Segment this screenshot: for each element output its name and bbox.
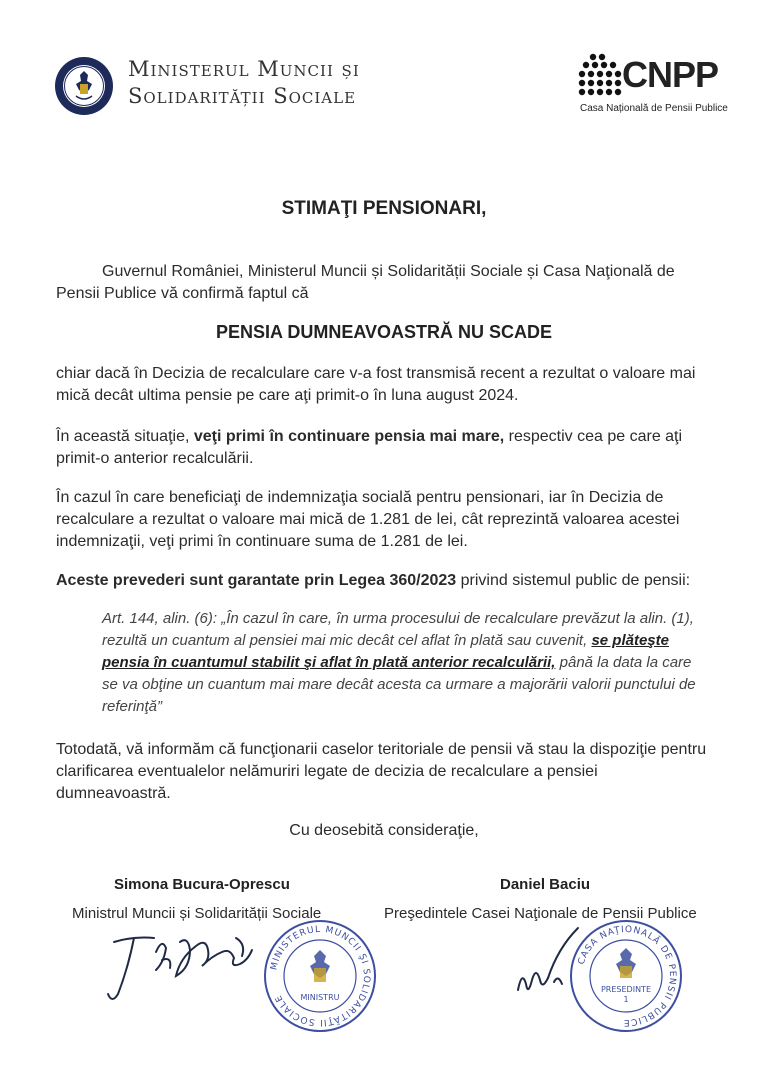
headline: PENSIA DUMNEAVOASTRĂ NU SCADE (215, 322, 553, 342)
para3-start: În această situaţie, (56, 428, 194, 445)
stamp-cnpp-icon (568, 918, 684, 1034)
paragraph-higher-pension (56, 426, 716, 470)
para3-bold: veţi primi în continuare pensia mai mare, (193, 428, 505, 445)
salutation: STIMAŢI PENSIONARI, (281, 198, 487, 219)
paragraph-recalculation: chiar dacă în Decizia de recalculare care v-a fost transmisă recent a rezultat o valoare mai mică decât ultima pensie pe care aţi primit-o în luna august 2024. (56, 365, 696, 404)
svg-text:MINISTRU: MINISTRU (300, 993, 340, 1002)
ministry-name-line1: Ministerul Muncii și (128, 57, 360, 81)
signatory-2-title: Preşedintele Casei Naţionale de Pensii Publice (384, 905, 697, 922)
cnpp-full-name: Casa Națională de Pensii Publice (580, 103, 728, 114)
para5-end: privind sistemul public de pensii: (456, 572, 691, 589)
para5-bold: Aceste prevederi sunt garantate prin Legea 360/2023 (56, 572, 457, 589)
quote-end: până la data la care se va obţine un cuantum mai mare decât acesta ca urmare a majorării valorii punctului de referinţă” (102, 654, 696, 715)
stamp-ministry-icon (262, 918, 378, 1034)
paragraph-social-allowance: În cazul în care beneficiaţi de indemnizaţia socială pentru pensionari, iar în Decizia de recalculare a rezultat o valoare mai mică de 1.281 de lei, cât reprezintă valoarea acestei indemnizaţii, veţi primi în continuare suma de 1.281 de lei. (56, 489, 680, 550)
para3-end: respectiv cea pe care aţi primit-o anterior recalculării. (56, 428, 683, 467)
cnpp-short-name: CNPP (622, 54, 719, 95)
government-seal-icon (54, 56, 114, 116)
signature-1-icon (104, 912, 264, 1012)
paragraph-law (56, 570, 716, 592)
cnpp-dots-icon (578, 52, 624, 100)
svg-text:1: 1 (623, 995, 629, 1004)
intro-paragraph (56, 261, 716, 305)
closing: Cu deosebită consideraţie, (289, 822, 479, 839)
ministry-name (128, 56, 360, 110)
intro-text: Guvernul României, Ministerul Muncii și Solidarității Sociale și Casa Naţională de Pensii Publice vă confirmă faptul că (56, 263, 675, 302)
quote-emphasis: se plăteşte pensia în cuantumul stabilit şi aflat în plată anterior recalculării, (102, 632, 669, 671)
svg-text:MINISTERUL MUNCII ŞI SOLIDARIT: MINISTERUL MUNCII ŞI SOLIDARITĂŢII SOCIALE (269, 924, 372, 1028)
quote-start: Art. 144, alin. (6): „În cazul în care, în urma procesului de recalculare prevăzut la alin. (1), rezultă un cuantum al pensiei mai mic decât cel aflat în plată sau cuvenit, (102, 610, 694, 649)
paragraph-information: Totodată, vă informăm că funcţionarii caselor teritoriale de pensii vă stau la dispoziţie pentru clarificarea eventualelor nelămuriri legate de decizia de recalculare a pensiei dumneavoastră. (56, 741, 707, 802)
law-quote (102, 608, 702, 718)
ministry-name-line2: Solidarității Sociale (128, 84, 357, 108)
signatory-1-title: Ministrul Muncii și Solidarității Sociale (72, 905, 322, 922)
signatory-1-name: Simona Bucura-Oprescu (114, 876, 290, 893)
svg-text:CASA NAŢIONALĂ DE PENSII PUBLI: CASA NAŢIONALĂ DE PENSII PUBLICE (576, 924, 678, 1028)
svg-text:PRESEDINTE: PRESEDINTE (600, 985, 652, 994)
signatory-2-name: Daniel Baciu (500, 876, 591, 893)
